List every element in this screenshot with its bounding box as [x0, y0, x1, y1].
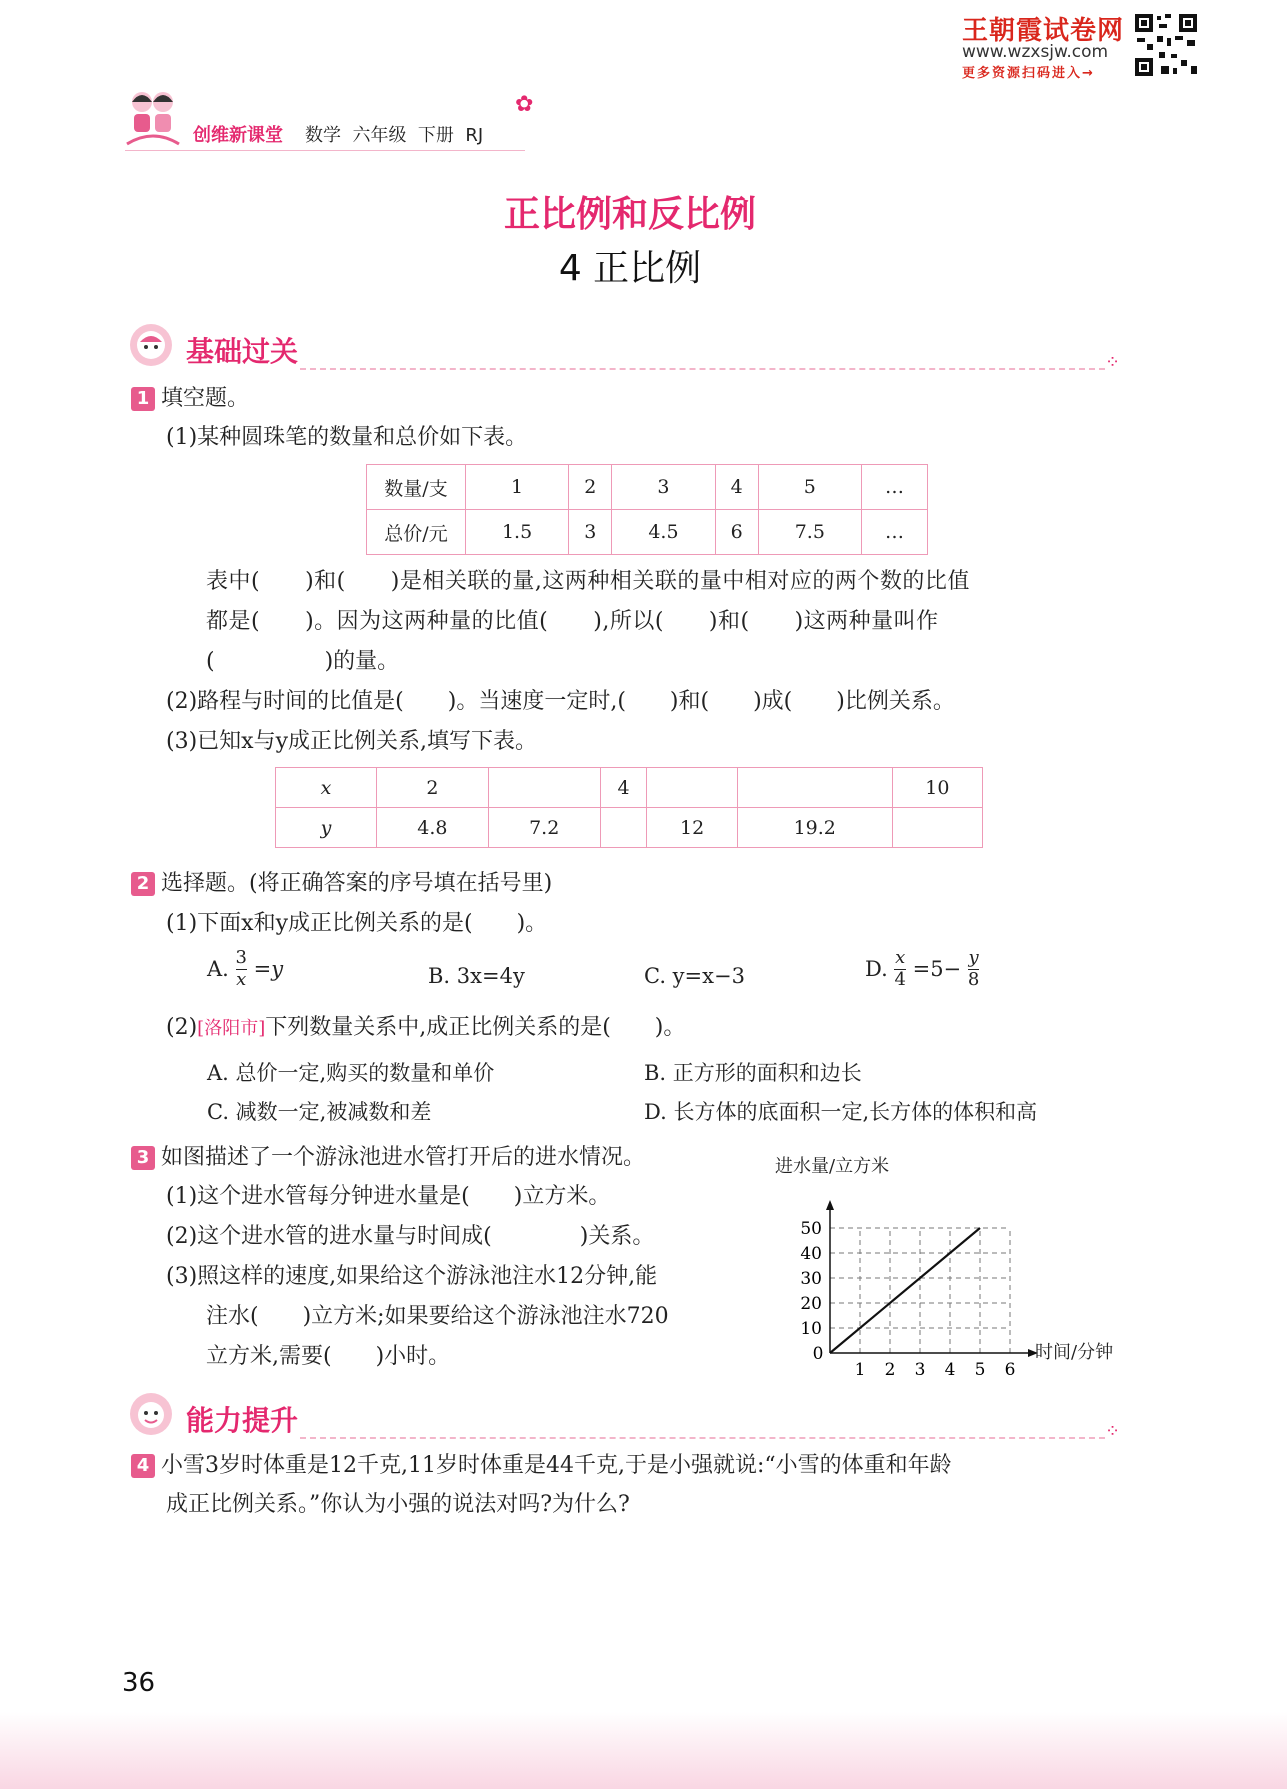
chart-y-tick-label: 50: [800, 1219, 822, 1239]
lesson-title: 4 正比例: [558, 248, 702, 289]
q2-2-option-b[interactable]: B. 正方形的面积和边长: [644, 1061, 862, 1085]
q3-title: [131, 1146, 645, 1170]
q2-option-b[interactable]: B. 3x=4y: [428, 964, 525, 988]
header-rule: [125, 150, 525, 151]
chart-origin-label: 0: [812, 1344, 824, 1364]
chart-y-arrow: [826, 1200, 834, 1210]
numerator: 3: [235, 947, 247, 968]
chart-ticks: [800, 1219, 1015, 1380]
table-cell: 2: [377, 768, 489, 808]
table-cell: 3: [569, 510, 612, 555]
brand-url[interactable]: www.wzxsjw.com: [962, 42, 1109, 62]
table-row: [276, 768, 983, 808]
section-advanced-title: 能力提升: [186, 1404, 299, 1437]
kids-mascot-icon: [125, 88, 181, 148]
q4-line1-text: 小雪3岁时体重是12千克,11岁时体重是44千克,于是小强就说:“小雪的体重和年龄: [161, 1453, 952, 1478]
fraction: [968, 948, 979, 990]
table-cell: 6: [715, 510, 758, 555]
chart-x-tick-label: 5: [974, 1360, 986, 1380]
q2-title-text: 选择题。(将正确答案的序号填在括号里): [161, 871, 553, 896]
q3-part1: (1)这个进水管每分钟进水量是( )立方米。: [166, 1184, 611, 1209]
fraction: [894, 948, 905, 990]
chart-x-tick-label: 3: [914, 1360, 926, 1380]
q2-part1: (1)下面x和y成正比例关系的是( )。: [166, 911, 548, 936]
q3-number: 3: [131, 1146, 155, 1170]
section-basic-title: 基础过关: [186, 335, 299, 368]
q2-option-d[interactable]: [865, 948, 979, 990]
denominator: 8: [967, 968, 980, 990]
q1-part3: (3)已知x与y成正比例关系,填写下表。: [166, 729, 537, 754]
table-cell: 1: [466, 465, 569, 510]
smiley-kid-icon: [128, 1391, 174, 1437]
table-cell: 7.5: [758, 510, 861, 555]
q4-line2: 成正比例关系。”你认为小强的说法对吗?为什么?: [166, 1492, 630, 1517]
q3-part2: (2)这个进水管的进水量与时间成( )关系。: [166, 1224, 655, 1249]
chart-xlabel: 时间/分钟: [1035, 1342, 1114, 1363]
flower-decoration-icon: ✿: [515, 92, 534, 117]
q2-number: 2: [131, 872, 155, 896]
q1-line3: ( )的量。: [206, 649, 400, 674]
q4-line1: [131, 1454, 952, 1478]
table-cell: 数量/支: [367, 465, 466, 510]
chart-y-tick-label: 20: [800, 1294, 822, 1314]
chart-x-tick-label: 6: [1004, 1360, 1016, 1380]
table-pens: [366, 464, 928, 555]
table-row: [367, 510, 928, 555]
q2-2-option-d[interactable]: D. 长方体的底面积一定,长方体的体积和高: [644, 1100, 1038, 1124]
chart-x-tick-label: 1: [854, 1360, 866, 1380]
q2-part2-text: 下列数量关系中,成正比例关系的是( )。: [265, 1015, 686, 1040]
table-row: [276, 808, 983, 848]
table-cell: 4: [600, 768, 647, 808]
header-subject: 数学: [305, 125, 341, 146]
denominator: x: [236, 968, 247, 990]
region-tag: [洛阳市]: [197, 1018, 266, 1039]
table-cell-blank[interactable]: [600, 808, 647, 848]
q2-part2-prefix: (2): [166, 1015, 198, 1040]
qr-code-icon[interactable]: [1133, 12, 1199, 78]
table-cell: 7.2: [488, 808, 600, 848]
table-row: [367, 465, 928, 510]
q3-part3-line1: (3)照这样的速度,如果给这个游泳池注水12分钟,能: [166, 1264, 658, 1289]
q1-line1: 表中( )和( )是相关联的量,这两种相关联的量中相对应的两个数的比值: [206, 569, 970, 594]
unit-title: 正比例和反比例: [503, 194, 756, 235]
table-cell: 12: [647, 808, 737, 848]
table-cell: …: [861, 465, 927, 510]
chart-y-tick-label: 40: [800, 1244, 822, 1264]
chart-y-tick-label: 10: [800, 1319, 822, 1339]
q2-option-a[interactable]: [207, 948, 283, 990]
q4-answer-area[interactable]: [166, 1530, 1126, 1660]
header-series: 创维新课堂: [193, 125, 283, 146]
q3-title-text: 如图描述了一个游泳池进水管打开后的进水情况。: [161, 1145, 646, 1170]
table-cell: 4: [715, 465, 758, 510]
footer-band: [0, 1712, 1287, 1789]
water-chart: [760, 1148, 1140, 1383]
brand-name: 王朝霞试卷网: [962, 16, 1125, 46]
page-number: 36: [122, 1668, 156, 1698]
table-cell: y: [276, 808, 377, 848]
table-cell: 总价/元: [367, 510, 466, 555]
chart-grid: [830, 1228, 1010, 1353]
table-cell: x: [276, 768, 377, 808]
q2-2-option-c[interactable]: C. 减数一定,被减数和差: [207, 1100, 432, 1124]
chart-series: [830, 1228, 980, 1353]
chart-x-tick-label: 2: [884, 1360, 896, 1380]
header-edition: RJ: [465, 125, 484, 146]
chart-ylabel: 进水量/立方米: [775, 1156, 890, 1177]
header-grade: 六年级: [352, 125, 407, 146]
section-basic-divider: [300, 368, 1105, 372]
table-xy: [275, 767, 983, 848]
table-cell: …: [861, 510, 927, 555]
q3-part3-line2: 注水( )立方米;如果要给这个游泳池注水720: [206, 1304, 669, 1329]
section-advanced-divider: [300, 1437, 1105, 1441]
q2-option-c[interactable]: C. y=x−3: [644, 964, 745, 988]
table-cell: 10: [892, 768, 982, 808]
q2-2-option-a[interactable]: A. 总价一定,购买的数量和单价: [207, 1061, 495, 1085]
table-cell-blank[interactable]: [737, 768, 892, 808]
q2-part2: [166, 1017, 685, 1039]
chart-x-tick-label: 4: [944, 1360, 956, 1380]
table-cell: 2: [569, 465, 612, 510]
q1-part2: (2)路程与时间的比值是( )。当速度一定时,( )和( )成( )比例关系。: [166, 689, 955, 714]
q3-part3-line3: 立方米,需要( )小时。: [206, 1344, 451, 1369]
chart-series-line: [830, 1228, 980, 1353]
q4-number: 4: [131, 1454, 155, 1478]
table-cell: 4.5: [612, 510, 715, 555]
table-cell: 1.5: [466, 510, 569, 555]
q1-line2: 都是( )。因为这两种量的比值( ),所以( )和( )这两种量叫作: [206, 609, 939, 634]
table-cell: 4.8: [377, 808, 489, 848]
table-cell-blank[interactable]: [488, 768, 600, 808]
denominator: 4: [894, 968, 906, 990]
q2-title: [131, 872, 552, 896]
numerator: x: [895, 947, 906, 968]
dots-decoration-icon: ⁘: [1105, 352, 1121, 373]
q1-number: 1: [131, 387, 155, 411]
brand-slogan: 更多资源扫码进入→: [962, 66, 1095, 81]
table-cell: 3: [612, 465, 715, 510]
table-cell-blank[interactable]: [892, 808, 982, 848]
fraction: [236, 948, 247, 990]
header-term: 下册: [417, 125, 454, 146]
numerator: y: [968, 947, 979, 968]
table-cell: 19.2: [737, 808, 892, 848]
q1-title: [131, 387, 249, 411]
option-label: D.: [865, 957, 888, 982]
option-mid: =5−: [912, 957, 962, 982]
q1-title-text: 填空题。: [161, 386, 250, 411]
dots-decoration-icon: ⁘: [1105, 1421, 1121, 1442]
table-cell-blank[interactable]: [647, 768, 737, 808]
globe-kid-icon: [128, 322, 174, 368]
header-course: [305, 121, 483, 147]
table-cell: 5: [758, 465, 861, 510]
q1-part1: (1)某种圆珠笔的数量和总价如下表。: [166, 425, 528, 450]
option-label: A.: [207, 957, 229, 982]
option-rest: =y: [253, 957, 284, 982]
chart-y-tick-label: 30: [800, 1269, 822, 1289]
